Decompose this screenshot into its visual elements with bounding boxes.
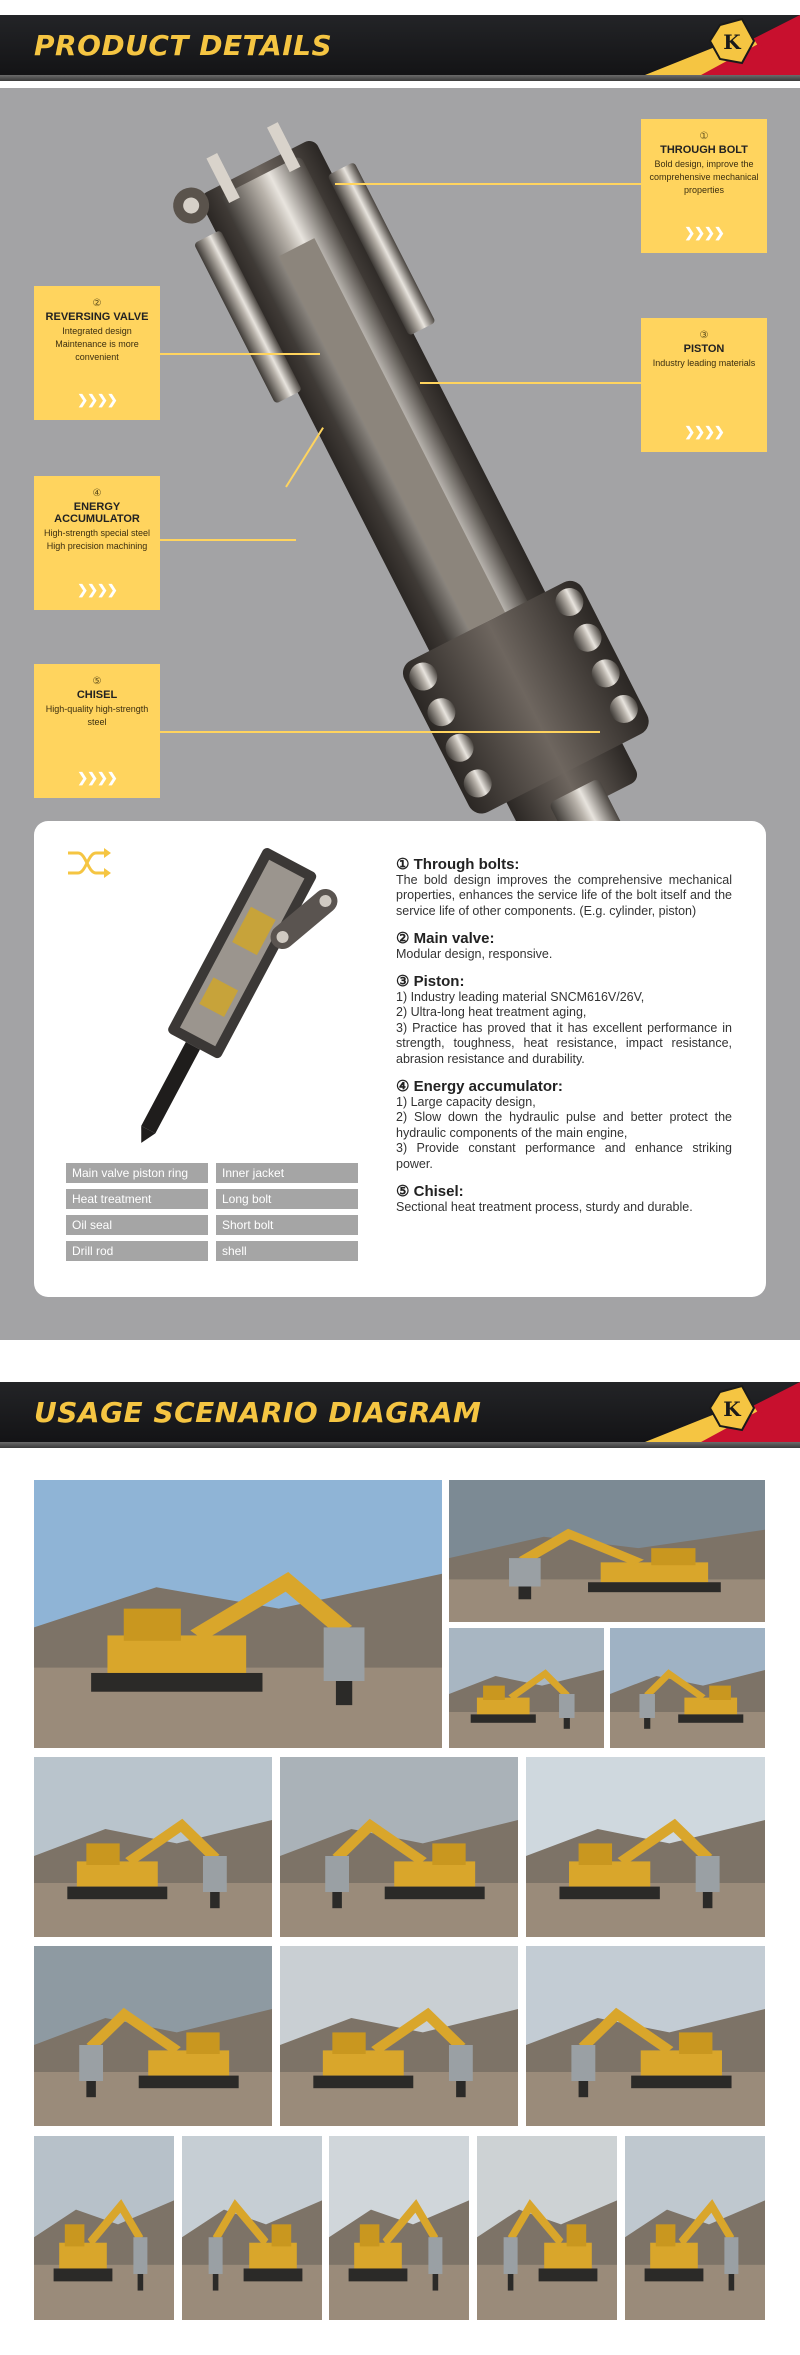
usage-photo [34,1946,272,2126]
usage-photo [449,1628,604,1748]
product-section [0,88,800,1340]
detail-line: 2) Slow down the hydraulic pulse and better protect the hydraulic components of the main engine, [396,1110,732,1140]
detail-title-piston: ③ Piston: [396,973,465,990]
part-label: Drill rod [66,1241,208,1261]
detail-title-energy-accumulator: ④ Energy accumulator: [396,1078,563,1095]
detail-line: Modular design, responsive. [396,946,553,961]
detail-title-chisel: ⑤ Chisel: [396,1183,464,1200]
callout-title: ENERGY ACCUMULATOR [54,501,140,525]
usage-scenario-banner [0,1382,800,1448]
brand-logo [630,1382,800,1448]
part-label: Inner jacket [216,1163,358,1183]
usage-photo [477,2136,617,2320]
product-details-title: PRODUCT DETAILS [34,29,333,62]
product-details-banner [0,15,800,81]
callout-num: ① [699,131,709,142]
callout-energy-accumulator [34,476,160,610]
chevron-right-icon: ❯❯❯❯ [77,582,117,597]
usage-photo [280,1757,518,1937]
detail-line: 2) Ultra-long heat treatment aging, [396,1005,587,1019]
usage-photo [280,1946,518,2126]
callout-desc: Bold design, improve the comprehensive mechanical properties [649,159,759,195]
callout-title: THROUGH BOLT [660,144,748,156]
svg-text:K: K [723,1397,741,1421]
callout-through-bolt [641,119,767,253]
detail-title-main-valve: ② Main valve: [396,930,495,947]
callout-desc: High-strength special steel High precision machining [43,528,151,551]
usage-photo [610,1628,765,1748]
detail-descriptions [396,857,732,1215]
usage-photo [526,1757,765,1937]
connector-reversing-valve [160,353,320,355]
callout-num: ③ [699,330,709,341]
chevron-right-icon: ❯❯❯❯ [684,225,724,240]
svg-text:K: K [723,30,741,54]
usage-photo [34,1757,272,1937]
connector-chisel [160,731,600,733]
chevron-right-icon: ❯❯❯❯ [77,392,117,407]
brand-logo [630,15,800,81]
usage-scenario-title: USAGE SCENARIO DIAGRAM [34,1396,482,1429]
connector-through-bolt [335,183,641,185]
callout-reversing-valve [34,286,160,420]
detail-line: The bold design improves the comprehensive mechanical properties, enhances the service life of the bolt itself and the service life of other components. (E.g. cylinder, piston) [396,872,732,918]
part-label: Heat treatment [66,1189,208,1209]
usage-photo [449,1480,765,1622]
detail-title-through-bolts: ① Through bolts: [396,856,520,873]
detail-line: 3) Practice has proved that it has excellent performance in strength, toughness, heat resistance, impact resistance, abrasion resistance and durability. [396,1020,732,1066]
part-label: Short bolt [216,1215,358,1235]
detail-line: 1) Large capacity design, [396,1094,536,1109]
part-label: Main valve piston ring [66,1163,208,1183]
breaker-product-image [64,829,364,1159]
detail-card [34,821,766,1297]
usage-photo [34,1480,442,1748]
detail-line: Sectional heat treatment process, sturdy and durable. [396,1199,693,1214]
callout-num: ⑤ [92,676,102,687]
callout-num: ④ [92,488,102,499]
callout-chisel [34,664,160,798]
callout-piston [641,318,767,452]
part-label: Long bolt [216,1189,358,1209]
callout-num: ② [92,298,102,309]
callout-desc: Industry leading materials [652,358,756,368]
usage-photo [625,2136,765,2320]
chevron-right-icon: ❯❯❯❯ [77,770,117,785]
callout-desc: Integrated design Maintenance is more convenient [55,326,139,362]
connector-accumulator [160,539,296,541]
chevron-right-icon: ❯❯❯❯ [684,424,724,439]
callout-title: PISTON [683,343,725,355]
part-label: Oil seal [66,1215,208,1235]
detail-line: 3) Provide constant performance and enhance striking power. [396,1141,732,1171]
callout-desc: High-quality high-strength steel [45,704,149,727]
detail-line: 1) Industry leading material SNCM616V/26V, [396,989,645,1004]
usage-photo [182,2136,322,2320]
part-label: shell [216,1241,358,1261]
usage-photo [526,1946,765,2126]
usage-photo [329,2136,469,2320]
callout-title: REVERSING VALVE [45,311,149,323]
usage-photo [34,2136,174,2320]
callout-title: CHISEL [76,689,118,701]
connector-piston [420,382,641,384]
